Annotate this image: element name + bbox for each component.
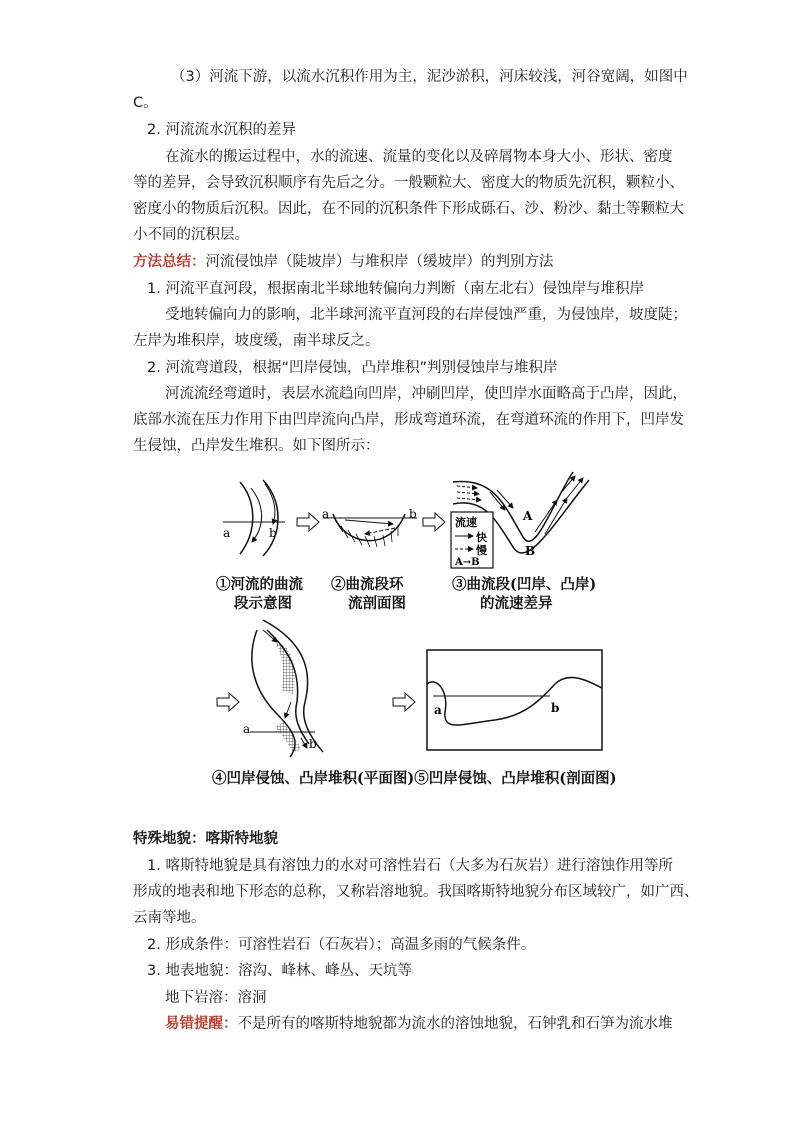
- legend-title: 流速: [455, 516, 477, 529]
- diagram-1-label-a: a: [223, 526, 231, 540]
- diagram-5-label-b: b: [551, 701, 560, 715]
- method-summary-label: 方法总结：: [133, 254, 206, 270]
- method-item-1: 1. 河流平直河段，根据南北半球地转偏向力判断（南左北右）侵蚀岸与堆积岸: [147, 281, 644, 297]
- diagram-3-velocity-difference: [451, 472, 589, 568]
- karst-item-1-line-3: 云南等地。: [133, 910, 206, 926]
- caption-2-line-1: ②曲流段环: [331, 576, 404, 593]
- caption-1-line-1: ①河流的曲流: [216, 576, 303, 593]
- section-2-line-1: 在流水的搬运过程中，水的流速、流量的变化以及碎屑物本身大小、形状、密度: [165, 149, 673, 165]
- method-item-2-line-2: 底部水流在压力作用下由凹岸流向凸岸，形成弯道环流，在弯道环流的作用下，凹岸发: [133, 412, 684, 428]
- caption-4-5: ④凹岸侵蚀、凸岸堆积(平面图)⑤凹岸侵蚀、凸岸堆积(剖面图): [212, 770, 617, 787]
- hollow-arrow-icon: [393, 693, 415, 711]
- method-item-1-line-2: 左岸为堆积岸，坡度缓，南半球反之。: [133, 333, 380, 349]
- hollow-arrow-icon: [297, 513, 319, 531]
- diagram-2-label-b: b: [409, 507, 417, 521]
- legend-slow: 慢: [476, 544, 487, 557]
- section-2-line-3: 密度小的物质后沉积。因此，在不同的沉积条件下形成砾石、沙、粉沙、黏土等颗粒大: [133, 201, 684, 217]
- diagram-4-plan-view: [243, 620, 323, 757]
- para-3-line-2: C。: [133, 95, 158, 111]
- hollow-arrow-icon: [217, 693, 239, 711]
- method-summary-title: 河流侵蚀岸（陡坡岸）与堆积岸（缓坡岸）的判别方法: [205, 254, 554, 270]
- method-summary-line: [133, 252, 554, 272]
- karst-item-3-underground: 地下岩溶：溶洞: [165, 990, 267, 1006]
- method-item-2: 2. 河流弯道段，根据“凹岸侵蚀，凸岸堆积”判别侵蚀岸与堆积岸: [147, 360, 558, 376]
- diagram-3-label-A: A: [523, 509, 533, 523]
- diagram-1-label-b: b: [269, 526, 277, 540]
- caption-1-line-2: 段示意图: [234, 595, 292, 612]
- method-item-1-line-1: 受地转偏向力的影响，北半球河流平直河段的右岸侵蚀严重，为侵蚀岸，坡度陡；: [165, 307, 687, 323]
- karst-heading: 特殊地貌：喀斯特地貌: [133, 831, 278, 847]
- diagram-3-label-B: B: [525, 544, 536, 558]
- diagram-5-label-a: a: [434, 703, 442, 717]
- diagram-2-cross-section: [322, 507, 417, 547]
- karst-warning-line: [165, 1014, 673, 1034]
- section-2-heading: 2. 河流流水沉积的差异: [147, 122, 296, 138]
- karst-warning-label: 易错提醒：: [165, 1016, 238, 1032]
- diagram-5-cross-section: [427, 650, 602, 750]
- diagram-4-label-a: a: [243, 722, 251, 736]
- diagram-4-label-b: b: [309, 737, 317, 751]
- section-2-line-2: 等的差异，会导致沉积顺序有先后之分。一般颗粒大、密度大的物质先沉积，颗粒小、: [133, 175, 684, 191]
- para-3-line-1: （3）河流下游，以流水沉积作用为主，泥沙淤积，河床较浅，河谷宽阔，如图中: [171, 69, 688, 85]
- diagram-1-meander-plan: [223, 480, 285, 556]
- caption-3-line-1: ③曲流段(凹岸、凸岸): [452, 576, 597, 593]
- diagram-2-label-a: a: [322, 507, 330, 521]
- karst-item-1-line-2: 形成的地表和地下形态的总称，又称岩溶地貌。我国喀斯特地貌分布区域较广，如广西、: [133, 884, 699, 900]
- method-item-2-line-1: 河流流经弯道时，表层水流趋向凹岸，冲刷凹岸，使凹岸水面略高于凸岸，因此，: [165, 386, 687, 402]
- karst-item-1-line-1: 1. 喀斯特地貌是具有溶蚀力的水对可溶性岩石（大多为石灰岩）进行溶蚀作用等所: [147, 858, 673, 874]
- karst-item-3: 3. 地表地貌：溶沟、峰林、峰丛、天坑等: [147, 963, 412, 979]
- method-item-2-line-3: 生侵蚀，凸岸发生堆积。如下图所示：: [133, 438, 380, 454]
- section-2-line-4: 小不同的沉积层。: [133, 227, 249, 243]
- caption-3-line-2: 的流速差异: [480, 595, 553, 612]
- hollow-arrow-icon: [423, 513, 445, 531]
- karst-item-2: 2. 形成条件：可溶性岩石（石灰岩）；高温多雨的气候条件。: [147, 937, 536, 953]
- legend-a-to-b: A→B: [455, 557, 480, 568]
- caption-2-line-2: 流剖面图: [348, 595, 406, 612]
- legend-fast: 快: [476, 531, 487, 544]
- karst-warning-text: 不是所有的喀斯特地貌都为流水的溶蚀地貌，石钟乳和石笋为流水堆: [237, 1016, 673, 1032]
